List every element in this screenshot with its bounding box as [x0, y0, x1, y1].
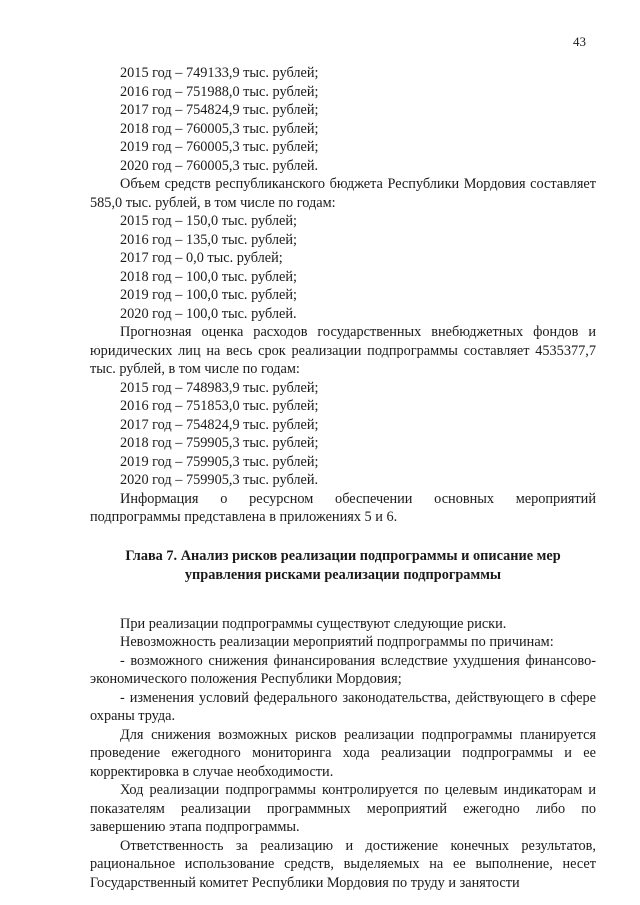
paragraph-reason-financing: - возможного снижения финансирования вследствие ухудшения финансово-экономического положения Республики Мордовия; — [90, 652, 596, 687]
paragraph-risks: При реализации подпрограммы существуют следующие риски. — [120, 615, 507, 632]
list-item: 2016 год – 135,0 тыс. рублей; — [120, 231, 298, 248]
paragraph-republic-budget: Объем средств республиканского бюджета Республики Мордовия составляет 585,0 тыс. рублей, в том числе по годам: — [90, 176, 596, 211]
list-item: 2019 год – 760005,3 тыс. рублей; — [120, 139, 319, 155]
paragraph-reason-legislation: - изменения условий федерального законодательства, действующего в сфере охраны труда. — [90, 689, 596, 724]
paragraph-impossibility: Невозможность реализации мероприятий подпрограммы по причинам: — [120, 634, 554, 650]
list-item: 2020 год – 760005,3 тыс. рублей. — [120, 157, 319, 174]
heading-line: Глава 7. Анализ рисков реализации подпрограммы и описание мер — [125, 547, 561, 564]
document-body — [90, 64, 596, 892]
list-item: 2015 год – 749133,9 тыс. рублей; — [120, 65, 319, 81]
list-item: 2020 год – 100,0 тыс. рублей. — [120, 305, 297, 322]
chapter-heading — [90, 547, 596, 585]
paragraph-responsibility: Ответственность за реализацию и достижение конечных результатов, рациональное использование средств, выделяемых на ее выполнение, несет Государственный комитет Республики Мордовия по труду и занятости — [90, 837, 596, 891]
list-item: 2018 год – 760005,3 тыс. рублей; — [120, 120, 319, 137]
list-item: 2015 год – 150,0 тыс. рублей; — [120, 213, 298, 229]
list-item: 2017 год – 754824,9 тыс. рублей; — [120, 416, 319, 433]
list-item: 2018 год – 100,0 тыс. рублей; — [120, 268, 298, 285]
list-item: 2016 год – 751853,0 тыс. рублей; — [120, 398, 319, 414]
paragraph-info: Информация о ресурсном обеспечении основных мероприятий подпрограммы представлена в приложениях 5 и 6. — [90, 490, 596, 525]
list-item: 2016 год – 751988,0 тыс. рублей; — [120, 83, 319, 100]
funding-list-forecast — [90, 379, 596, 490]
paragraph-control: Ход реализации подпрограммы контролируется по целевым индикаторам и показателям реализации программных мероприятий ежегодно либо по завершению этапа подпрограммы. — [90, 782, 596, 835]
list-item: 2017 год – 754824,9 тыс. рублей; — [120, 102, 319, 118]
funding-list-total — [90, 64, 596, 175]
list-item: 2015 год – 748983,9 тыс. рублей; — [120, 379, 319, 396]
paragraph-monitoring: Для снижения возможных рисков реализации подпрограммы планируется проведение ежегодного мониторинга хода реализации подпрограммы и ее корректировка в случае необходимости. — [90, 726, 596, 780]
list-item: 2018 год – 759905,3 тыс. рублей; — [120, 435, 319, 451]
list-item: 2019 год – 759905,3 тыс. рублей; — [120, 453, 319, 470]
list-item: 2020 год – 759905,3 тыс. рублей. — [120, 472, 319, 488]
funding-list-republic — [90, 212, 596, 323]
paragraph-forecast: Прогнозная оценка расходов государственных внебюджетных фондов и юридических лиц на весь срок реализации подпрограммы составляет 4535377,7 тыс. рублей, в том числе по годам: — [90, 324, 596, 377]
heading-line: управления рисками реализации подпрограммы — [184, 566, 502, 583]
list-item: 2017 год – 0,0 тыс. рублей; — [120, 250, 283, 266]
list-item: 2019 год – 100,0 тыс. рублей; — [120, 287, 298, 303]
page-number: 43 — [573, 34, 586, 49]
